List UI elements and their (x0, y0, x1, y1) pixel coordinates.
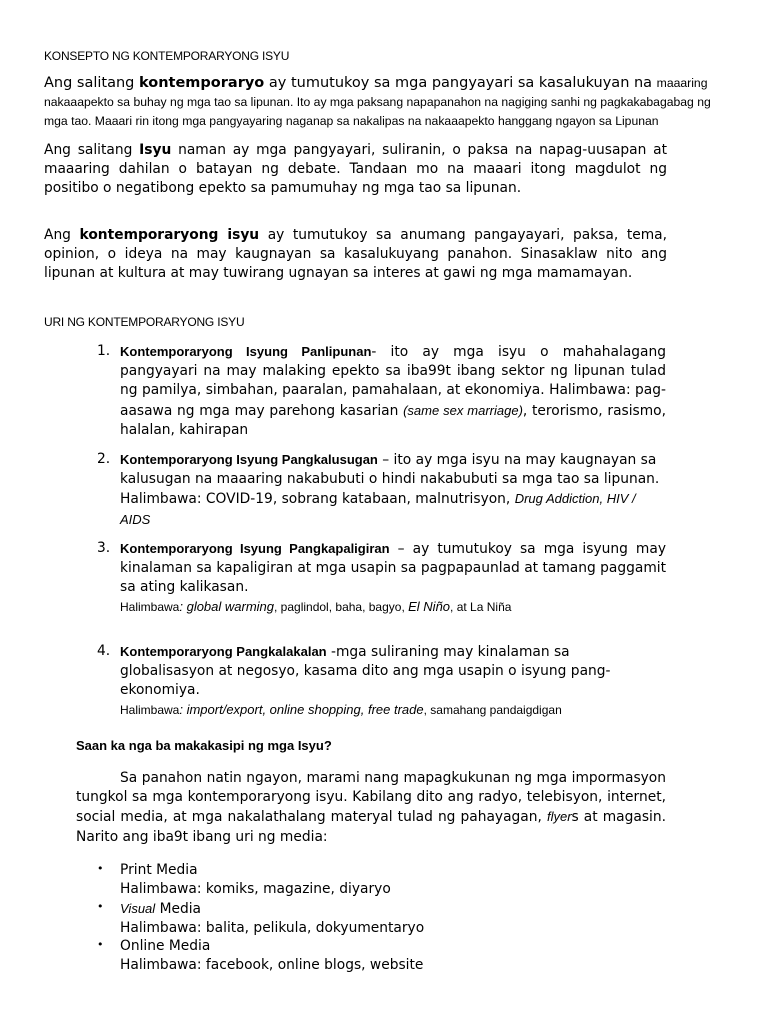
isyu-definition-paragraph: Ang salitang Isyu naman ay mga pangyayari, suliranin, o paksa na napag-uusapan at maaaring dahilan o batayan ng debate. Tandaan mo na maaari itong magdulot ng positibo o negatibong epekto sa pamumuhay ng mga tao sa lipunan. (44, 142, 667, 197)
question-heading: Saan ka nga ba makakasipi ng mga Isyu? (76, 738, 332, 753)
list-item-pangkalakalan: Kontemporaryong Pangkalakalan -mga suliraning may kinalaman sa globalisasyon at negosyo, kasama dito ang mga usapin o isyung pang-ekonomiya. Halimbawa: import/export, online shopping, free trade, samahang pandaigdigan (120, 642, 666, 719)
list-item-pangkapaligiran: Kontemporaryong Isyung Pangkapaligiran – ay tumutukoy sa mga isyung may kinalaman sa kapaligiran at mga usapin sa pagpapaunlad at tamang paggamit sa ating kalikasan. Halimbawa: global warming, paglindol, baha, bagyo, El Niño, at La Niña (120, 541, 666, 614)
list-number-3: 3. (97, 540, 111, 556)
media-paragraph: Sa panahon natin ngayon, marami nang mapagkukunan ng mga impormasyon tungkol sa mga kontemporaryong isyu. Kabilang dito ang radyo, telebisyon, internet, social media, at mga nakalathalang materyal tulad ng pahayagan, flyers at magasin. Narito ang iba9t ibang uri ng media: (76, 770, 666, 845)
list-item-keyword: Kontemporaryong Isyung Pangkalusugan (120, 452, 378, 467)
bullet-item-visual-media: Visual Media Halimbawa: balita, pelikula, dokyumentaryo (120, 901, 425, 936)
list-item-example: Halimbawa: global warming, paglindol, baha, bagyo, El Niño, at La Niña (120, 598, 512, 614)
list-item-keyword: Kontemporaryong Pangkalakalan (120, 644, 327, 659)
list-item-keyword: Kontemporaryong Isyung Panlipunan (120, 344, 372, 359)
kontemporaryong-isyu-paragraph: Ang kontemporaryong isyu ay tumutukoy sa anumang pangayayari, paksa, tema, opinion, o ideya na may kaugnayan sa kasalukuyang panahon. Sinasaklaw nito ang lipunan at kultura at may tuwirang ugnayan sa interes at gawi ng mga mamamayan. (44, 227, 667, 282)
term-kontemporaryong-isyu: kontemporaryong isyu (79, 227, 260, 243)
list-item-pangkalusugan: Kontemporaryong Isyung Pangkalusugan – ito ay mga isyu na may kaugnayan sa kalusugan na maaaring nakabubuti o hindi nakabubuti sa mga tao sa lipunan. Halimbawa: COVID-19, sobrang katabaan, malnutrisyon, Drug Addiction, HIV / AIDS (120, 452, 660, 527)
list-number-1: 1. (97, 343, 111, 359)
list-number-4: 4. (97, 643, 111, 659)
bullet-item-print-media: Print Media Halimbawa: komiks, magazine, diyaryo (120, 862, 391, 897)
list-item-panlipunan: Kontemporaryong Isyung Panlipunan- ito ay mga isyu o mahahalagang pangyayari na may malaking epekto sa iba99t ibang sektor ng lipunan tulad ng pamilya, simbahan, paaralan, pamahalaan, at ekonomiya. Halimbawa: pag-aasawa ng mga may parehong kasarian (same sex marriage), terorismo, rasismo, halalan, kahirapan (120, 344, 666, 438)
bullet-marker: • (97, 900, 104, 913)
term-isyu: Isyu (139, 142, 172, 158)
intro-rest: maaaring nakaaapekto sa buhay ng mga tao sa lipunan. Ito ay mga paksang napapanahon na nagiging sanhi ng pagkakabagabag ng mga tao. Maaari rin itong mga pangyayaring naganap sa nakalipas na nakaaapekto hanggang ngayon sa Lipunan (44, 76, 711, 128)
list-item-keyword: Kontemporaryong Isyung Pangkapaligiran (120, 541, 390, 556)
list-item-example: Halimbawa: import/export, online shopping, free trade, samahang pandaigdigan (120, 701, 562, 717)
bullet-marker: • (97, 938, 104, 951)
bullet-marker: • (97, 862, 104, 875)
bullet-item-online-media: Online Media Halimbawa: facebook, online blogs, website (120, 938, 424, 973)
list-number-2: 2. (97, 451, 111, 467)
intro-paragraph (44, 74, 724, 131)
term-kontemporaryo: kontemporaryo (139, 75, 265, 91)
intro-lead: Ang salitang kontemporaryo ay tumutukoy sa mga pangyayari sa kasalukuyan na (44, 75, 657, 91)
section-heading-konsepto: KONSEPTO NG KONTEMPORARYONG ISYU (44, 49, 290, 63)
section-heading-uri: URI NG KONTEMPORARYONG ISYU (44, 315, 245, 329)
